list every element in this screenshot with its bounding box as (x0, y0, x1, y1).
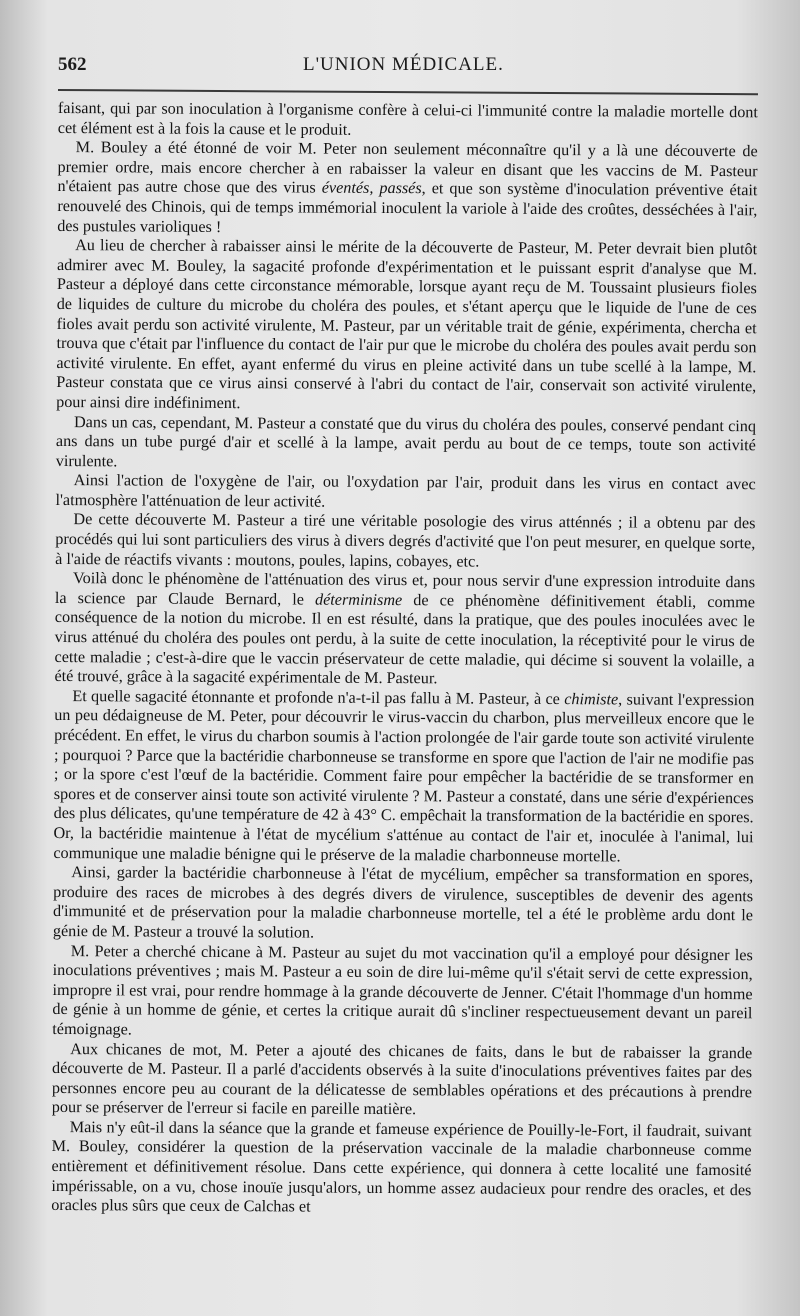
paragraph (55, 510, 755, 573)
paragraph (56, 412, 756, 475)
paragraph (57, 138, 758, 240)
text-run: faisant, qui par son inoculation à l'organisme confère à celui-ci l'immunité contre la maladie mortelle dont cet élément est à la fois la cause et le produit. (57, 99, 758, 139)
page-number: 562 (58, 54, 87, 75)
page-header (58, 54, 758, 84)
text-run: Dans un cas, cependant, M. Pasteur a constaté que du virus du choléra des poules, conservé pendant cinq ans dans un tube purgé d'air et scellé à la lampe, avait perdu au bout de ce temps, toute son activité virulente. (55, 412, 757, 471)
text-run: , suivant l'expression un peu dédaigneuse de M. Peter, pour découvrir le virus-vaccin du charbon, plus merveilleux encore que le précédent. En effet, le virus du charbon soumis à l'action prolongée de l'air garde toute son activité virulente ; pourquoi ? Parce que la bactéridie charbonneuse se transforme en spore que l'action de l'air ne modifie pas ; or la spore c'est l'œuf de la bactéridie. Comment faire pour empêcher la bactéridie de se transformer en spores et de conserver ainsi toute son activité virulente ? M. Pasteur a constaté, dans une série d'expériences des plus délicates, qu'une température de 42 à 43° C. empêchait la transformation de la bactéridie en spores. Or, la bactéridie maintenue à l'état de mycélium s'atténue au contact de l'air et, inoculée à l'animal, lui communique une maladie bénigne qui le préserve de la maladie charbonneuse mortelle. (53, 690, 755, 866)
paragraph (52, 1039, 752, 1122)
paragraph (55, 471, 755, 514)
text-run: De cette découverte M. Pasteur a tiré une véritable posologie des virus atténnés ; il a obtenu par des procédés qui lui sont particuliers des virus à divers degrés d'activité que l'on peut mesurer, en quelque sorte, à l'aide de réactifs vivants : moutons, poules, lapins, cobayes, etc. (55, 510, 756, 571)
text-run: Ainsi l'action de l'oxygène de l'air, ou l'oxydation par l'air, produit dans les virus en contact avec l'atmosphère l'atténuation de leur activité. (55, 471, 756, 511)
text-run: Mais n'y eût-il dans la séance que la grande et fameuse expérience de Pouilly-le-Fort, il faudrait, suivant M. Bouley, considérer la question de la préservation vaccinale de la maladie charbonneuse comme entièrement et définitivement résolue. Dans cette expérience, qui donnera à cette localité une famosité impérissable, on a vu, chose inouïe jusqu'alors, un homme assez audacieux pour rendre des oracles, et des oracles plus sûrs que ceux de Calchas et (51, 1117, 752, 1216)
running-title: L'UNION MÉDICALE. (303, 54, 504, 75)
paragraph (56, 236, 757, 417)
text-run: Ainsi, garder la bactéridie charbonneuse à l'état de mycélium, empêcher sa transformation en spores, produire des races de microbes à des degrés divers de virulence, susceptibles de devenir des agents d'immunité et de préservation pour la maladie charbonneuse mortelle, tel a été le problème ardu dont le génie de M. Pasteur a trouvé la solution. (52, 863, 754, 942)
text-run: Au lieu de chercher à rabaisser ainsi le mérite de la découverte de Pasteur, M. Peter devrait bien plutôt admirer avec M. Bouley, la sagacité profonde d'expérimentation et le puissant esprit d'analyse que M. Pasteur a déployé dans cette circonstance mémorable, lorsque ayant reçu de M. Toussaint plusieurs fioles de liquides de culture du microbe du choléra des poules, et s'étant aperçu que le liquide de l'une de ces fioles avait perdu son activité virulente, M. Pasteur, par un véritable trait de génie, expérimenta, chercha et trouva que c'était par l'influence du contact de l'air pur que le microbe du choléra des poules avait perdu son activité virulente. En effet, ayant enfermé du virus en pleine activité dans un tube scellé à la lampe, M. Pasteur constata que ce virus ainsi conservé à l'abri du contact de l'air, conservait son activité virulente, pour ainsi dire indéfiniment. (56, 236, 758, 413)
text-run: , et que son système d'inoculation préventive était renouvelé des Chinois, qui de temps immémorial inoculent la variole à l'aide des croûtes, desséchées à l'air, des pustules varioliques ! (57, 179, 758, 236)
paragraph (52, 942, 753, 1044)
text-run: M. Peter a cherché chicane à M. Pasteur au sujet du mot vaccination qu'il a employé pour désigner les inoculations préventives ; mais M. Pasteur a eu soin de dire lui-même qu'il s'était servi de cette expression, impropre il est vrai, pour rendre hommage à la grande découverte de Jenner. C'était l'hommage d'un homme de génie à un homme de génie, et certes la critique aurait dû s'incliner respectueusement devant un pareil témoignage. (52, 941, 753, 1039)
italic-text: éventés, passés (321, 178, 422, 198)
text-run: Et quelle sagacité étonnante et profonde n'a-t-il pas fallu à M. Pasteur, à ce (72, 686, 565, 708)
paragraph (54, 569, 755, 691)
text-run: de ce phénomène définitivement établi, comme conséquence de la notion du microbe. Il en est résulté, dans la pratique, que des poules inoculées avec le virus atténué du choléra des poules ont perdu, à la suite de cette inoculation, la réceptivité pour le virus de cette maladie ; c'est-à-dire que le vaccin préservateur de cette maladie, qui décime si souvent la volaille, a été trouvé, grâce à la sagacité expérimentale de M. Pasteur. (54, 590, 756, 688)
text-run: M. Bouley a été étonné de voir M. Peter non seulement méconnaître qu'il y a là une découverte de premier ordre, mais encore chercher à en rabaisser la valeur en disant que les vaccins de M. Pasteur n'étaient pas autre chose que des virus (57, 138, 758, 197)
paragraph (53, 687, 754, 868)
article-body (51, 99, 758, 1220)
paragraph (53, 863, 753, 946)
paragraph (51, 1118, 752, 1220)
text-run: Aux chicanes de mot, M. Peter a ajouté des chicanes de faits, dans le but de rabaisser la grande découverte de M. Pasteur. Il a parlé d'accidents observés à la suite d'inoculations préventives faites par des personnes encore peu au courant de la délicatesse de semblables opérations et des précautions à prendre pour se préserver de l'erreur si facile en pareille matière. (51, 1039, 753, 1119)
italic-text: chimiste (564, 689, 619, 709)
italic-text: déterminisme (314, 590, 403, 609)
text-run: Voilà donc le phénomène de l'atténuation des virus et, pour nous servir d'une expression introduite dans la science par Claude Bernard, le (54, 569, 756, 609)
header-rule (58, 89, 758, 95)
paragraph (58, 99, 758, 142)
